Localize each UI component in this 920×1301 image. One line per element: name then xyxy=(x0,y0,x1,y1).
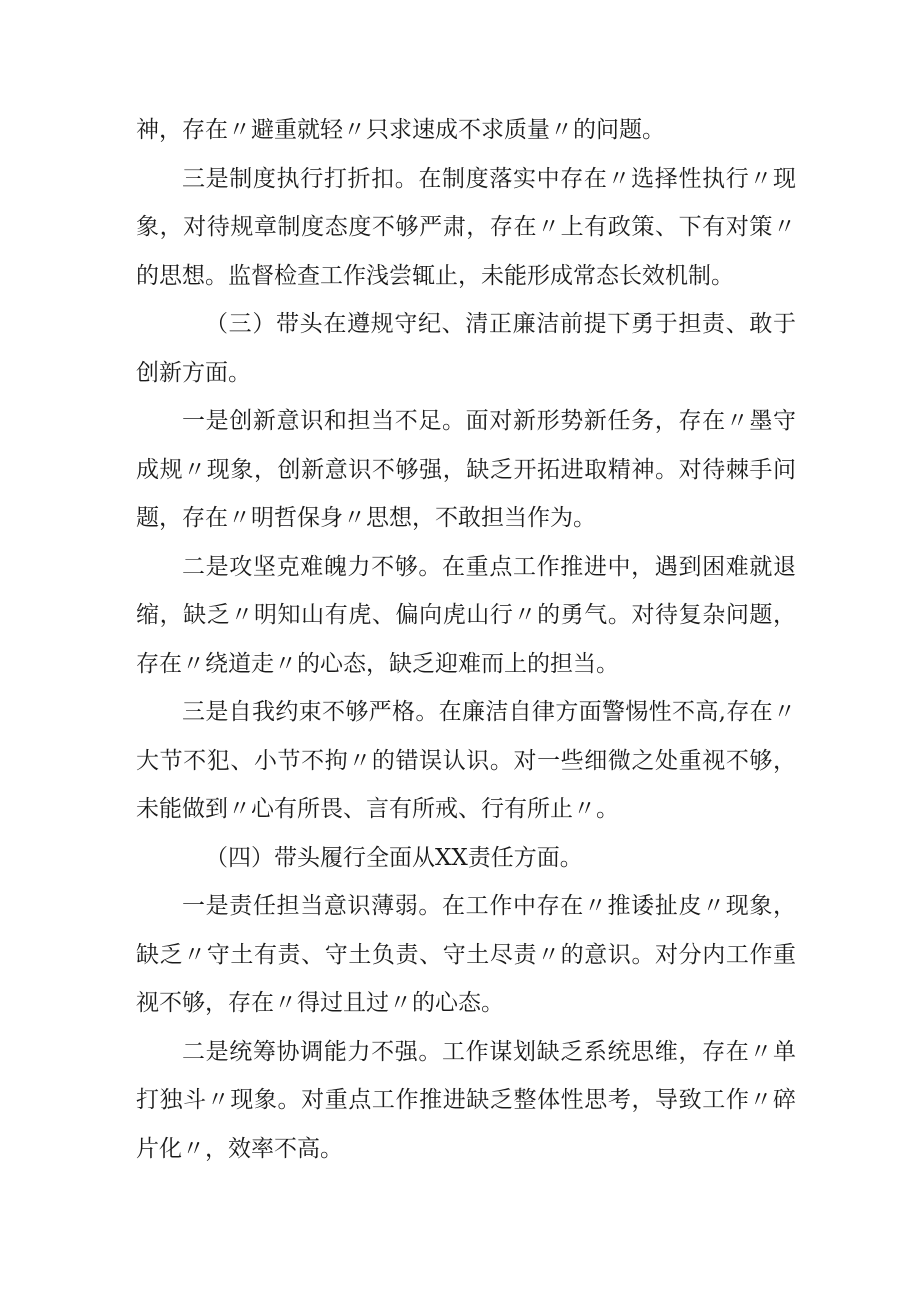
paragraph-tackling-difficulties: 二是攻坚克难魄力不够。在重点工作推进中，遇到困难就退缩，缺乏〃明知山有虎、偏向虎山行〃的勇气。对待复杂问题，存在〃绕道走〃的心态，缺乏迎难而上的担当。 xyxy=(136,553,796,677)
paragraph-institution-execution: 三是制度执行打折扣。在制度落实中存在〃选择性执行〃现象，对待规章制度态度不够严肃，存在〃上有政策、下有对策〃的思想。监督检查工作浅尝辄止，未能形成常态长效机制。 xyxy=(136,165,796,289)
section-heading-three: （三）带头在遵规守纪、清正廉洁前提下勇于担责、敢于创新方面。 xyxy=(136,311,796,386)
document-body xyxy=(136,106,796,1173)
paragraph-responsibility-awareness: 一是责任担当意识薄弱。在工作中存在〃推诿扯皮〃现象，缺乏〃守土有责、守土负责、守土尽责〃的意识。对分内工作重视不够，存在〃得过且过〃的心态。 xyxy=(136,893,796,1016)
paragraph-continuation: 神，存在〃避重就轻〃只求速成不求质量〃的问题。 xyxy=(136,117,665,143)
paragraph-innovation-awareness: 一是创新意识和担当不足。面对新形势新任务，存在〃墨守成规〃现象，创新意识不够强，缺乏开拓进取精神。对待棘手问题，存在〃明哲保身〃思想，不敢担当作为。 xyxy=(136,408,796,531)
paragraph-self-discipline: 三是自我约束不够严格。在廉洁自律方面警惕性不高,存在〃大节不犯、小节不拘〃的错误认识。对一些细微之处重视不够，未能做到〃心有所畏、言有所戒、行有所止〃。 xyxy=(136,699,796,822)
section-heading-four: （四）带头履行全面从XX责任方面。 xyxy=(205,844,583,871)
paragraph-coordination-ability: 二是统筹协调能力不强。工作谋划缺乏系统思维，存在〃单打独斗〃现象。对重点工作推进缺乏整体性思考，导致工作〃碎片化〃，效率不高。 xyxy=(136,1038,796,1162)
